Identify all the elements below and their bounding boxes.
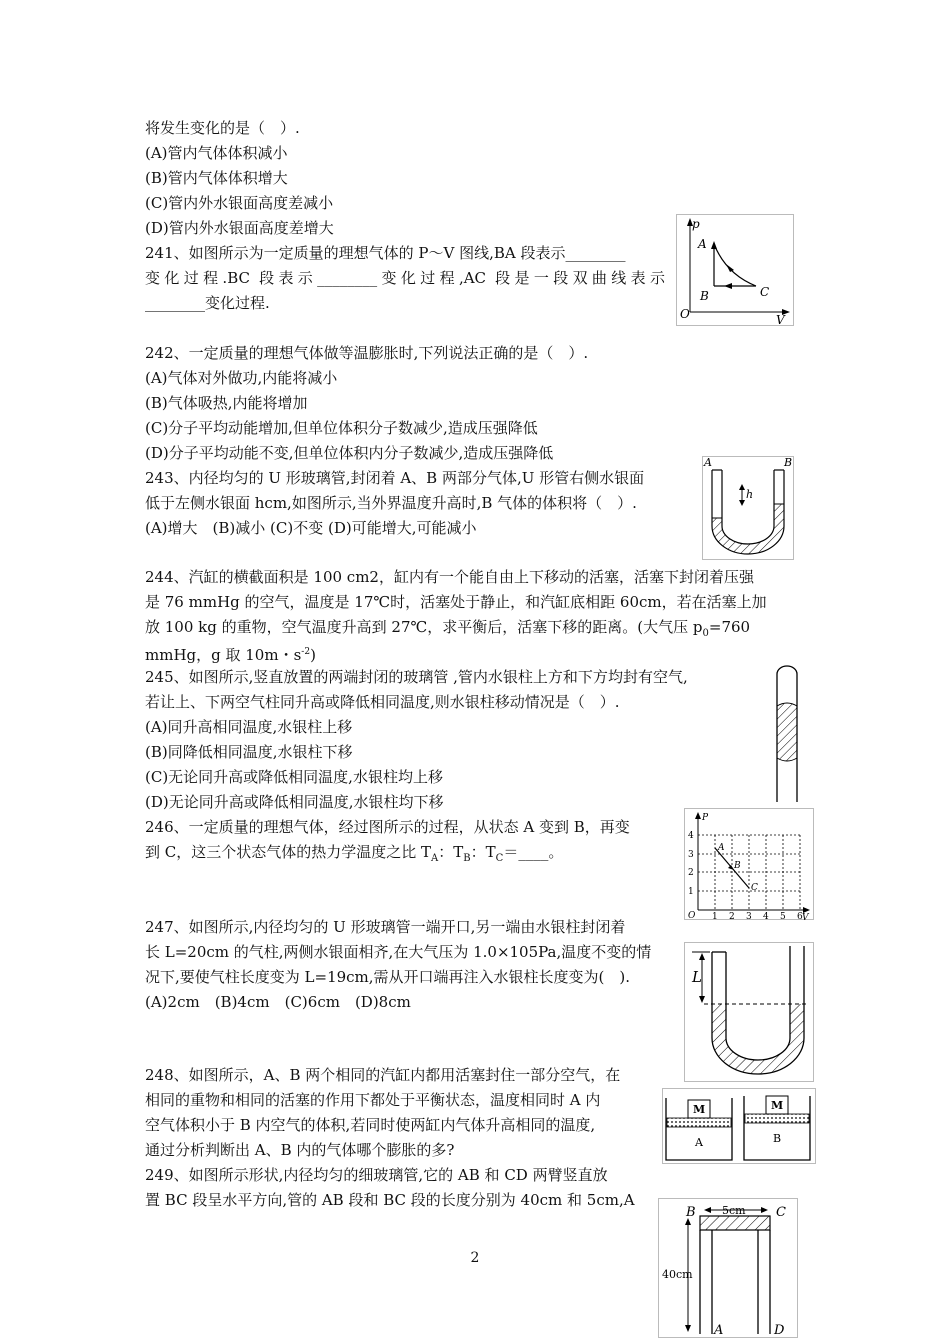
line-2: (A)管内气体体积减小 [145, 144, 288, 162]
q248-line-c: 空气体积小于 B 内空气的体积,若同时使两缸内气体升高相同的温度, [145, 1116, 596, 1134]
q241-line-c: ________变化过程. [145, 294, 270, 312]
q244-line-b: 是 76 mmHg 的空气，温度是 17℃时，活塞处于静止，和汽缸底相距 60cm，若在活塞上加 [145, 593, 767, 611]
q247-line-c: 况下,要使气柱长度变为 L=19cm,需从开口端再注入水银柱长度变为( ). [145, 968, 631, 986]
q245-line-a: 245、如图所示,竖直放置的两端封闭的玻璃管 ,管内水银柱上方和下方均封有空气, [145, 668, 688, 686]
f249-height-label: 40cm [662, 1268, 693, 1281]
f241-v-label: V [776, 313, 785, 326]
q244-line-d: mmHg，g 取 10m・$s^{-2}$) [145, 646, 316, 664]
q247-line-b: 长 L=20cm 的气柱,两侧水银面相齐,在大气压为 1.0×105Pa,温度不变的情 [145, 943, 652, 961]
q242-option-c: (C)分子平均动能增加,但单位体积分子数减少,造成压强降低 [145, 419, 538, 437]
f249-a-label: A [714, 1323, 724, 1338]
q248-line-d: 通过分析判断出 A、B 内的气体哪个膨胀的多? [145, 1141, 455, 1159]
q242-option-b: (B)气体吸热,内能将增加 [145, 394, 308, 412]
q244-line-a: 244、汽缸的横截面积是 100 cm2，缸内有一个能自由上下移动的活塞，活塞下封闭着压强 [145, 568, 754, 586]
f246-p-label: P [702, 813, 709, 823]
q245-option-a: (A)同升高相同温度,水银柱上移 [145, 718, 353, 736]
f249-width-label: 5cm [722, 1204, 746, 1217]
q247-line-a: 247、如图所示,内径均匀的 U 形玻璃管一端开口,另一端由水银柱封闭着 [145, 918, 626, 936]
figure-245-sealed-tube [766, 662, 808, 808]
f241-o-label: O [680, 307, 690, 321]
q245-option-d: (D)无论同升高或降低相同温度,水银柱均下移 [145, 793, 444, 811]
q245-option-c: (C)无论同升高或降低相同温度,水银柱均上移 [145, 768, 443, 786]
q248-line-a: 248、如图所示，A、B 两个相同的汽缸内都用活塞封住一部分空气，在 [145, 1066, 621, 1084]
f246-v-label: V [802, 913, 809, 920]
q246-line-b: 到 C，这三个状态气体的热力学温度之比 $T_A$：$T_B$：$T_C=\_\_\_\_$。 [145, 843, 564, 864]
f246-ytick-2: 2 [688, 868, 694, 878]
f246-ytick-3: 3 [688, 850, 694, 860]
f249-d-label: D [774, 1323, 785, 1338]
q243-line-b: 低于左侧水银面 hcm,如图所示,当外界温度升高时,B 气体的体积将（ ）. [145, 494, 637, 512]
line-3: (B)管内气体体积增大 [145, 169, 288, 187]
q244-line-c: 放 100 kg 的重物，空气温度升高到 27℃，求平衡后，活塞下移的距离。(大气压 $p_0=760$ [145, 618, 751, 639]
q245-option-b: (B)同降低相同温度,水银柱下移 [145, 743, 353, 761]
f246-o-label: O [688, 911, 696, 920]
f241-c-label: C [760, 285, 770, 299]
f248-m2-label: M [771, 1099, 784, 1112]
q242-stem: 242、一定质量的理想气体做等温膨胀时,下列说法正确的是（ ）. [145, 344, 589, 362]
f241-b-label: B [700, 289, 709, 303]
q249-line-b: 置 BC 段呈水平方向,管的 AB 段和 BC 段的长度分别为 40cm 和 5cm,A [145, 1191, 635, 1209]
figure-247-u-tube [684, 942, 814, 1082]
q249-line-a: 249、如图所示形状,内径均匀的细玻璃管,它的 AB 和 CD 两臂竖直放 [145, 1166, 608, 1184]
q246-line-a: 246、一定质量的理想气体，经过图所示的过程，从状态 A 变到 B，再变 [145, 818, 630, 836]
f249-c-label: C [776, 1205, 786, 1220]
q243-options: (A)增大 (B)减小 (C)不变 (D)可能增大,可能减小 [145, 519, 477, 537]
line-5: (D)管内外水银面高度差增大 [145, 219, 334, 237]
f246-ytick-4: 4 [688, 831, 694, 841]
f248-a-label: A [695, 1136, 703, 1149]
f243-a-label: A [704, 456, 712, 469]
figure-248-cylinders [662, 1088, 816, 1164]
page-number: 2 [470, 1250, 480, 1266]
q242-option-d: (D)分子平均动能不变,但单位体积内分子数减少,造成压强降低 [145, 444, 554, 462]
f243-h-label: h [746, 488, 754, 501]
f246-xtick-1: 1 [712, 912, 718, 920]
line-1: 将发生变化的是（ ）. [145, 119, 300, 137]
f246-a-label: A [718, 843, 725, 853]
f246-ytick-1: 1 [688, 887, 694, 897]
f248-m1-label: M [693, 1103, 706, 1116]
f246-c-label: C [751, 883, 758, 893]
q243-line-a: 243、内径均匀的 U 形玻璃管,封闭着 A、B 两部分气体,U 形管右侧水银面 [145, 469, 645, 487]
f246-xtick-2: 2 [729, 912, 735, 920]
figure-246-pv-grid [684, 808, 814, 920]
f248-b-label: B [773, 1132, 782, 1145]
f246-xtick-4: 4 [763, 912, 769, 920]
f243-b-label: B [784, 456, 793, 469]
q241-line-b: 变化过程.BC 段表示________变化过程,AC 段是一段双曲线表示 [145, 269, 665, 287]
f241-a-label: A [698, 237, 707, 251]
figure-241-pv-diagram [676, 214, 794, 326]
f241-p-label: p [692, 217, 700, 231]
q242-option-a: (A)气体对外做功,内能将减小 [145, 369, 338, 387]
line-4: (C)管内外水银面高度差减小 [145, 194, 334, 212]
f247-l-label: L [692, 968, 702, 986]
figure-243-u-tube [702, 456, 794, 560]
figure-249-glass-tube [658, 1198, 798, 1338]
f246-xtick-3: 3 [746, 912, 752, 920]
q241-line-a: 241、如图所示为一定质量的理想气体的 P～V 图线,BA 段表示________ [145, 244, 626, 262]
q247-options: (A)2cm (B)4cm (C)6cm (D)8cm [145, 993, 411, 1011]
f246-b-label: B [734, 861, 741, 871]
q245-line-b: 若让上、下两空气柱同升高或降低相同温度,则水银柱移动情况是（ ）. [145, 693, 620, 711]
f246-xtick-5: 5 [780, 912, 786, 920]
q248-line-b: 相同的重物和相同的活塞的作用下都处于平衡状态，温度相同时 A 内 [145, 1091, 601, 1109]
f246-xtick-6: 6 [797, 912, 803, 920]
f249-b-label: B [686, 1205, 696, 1220]
